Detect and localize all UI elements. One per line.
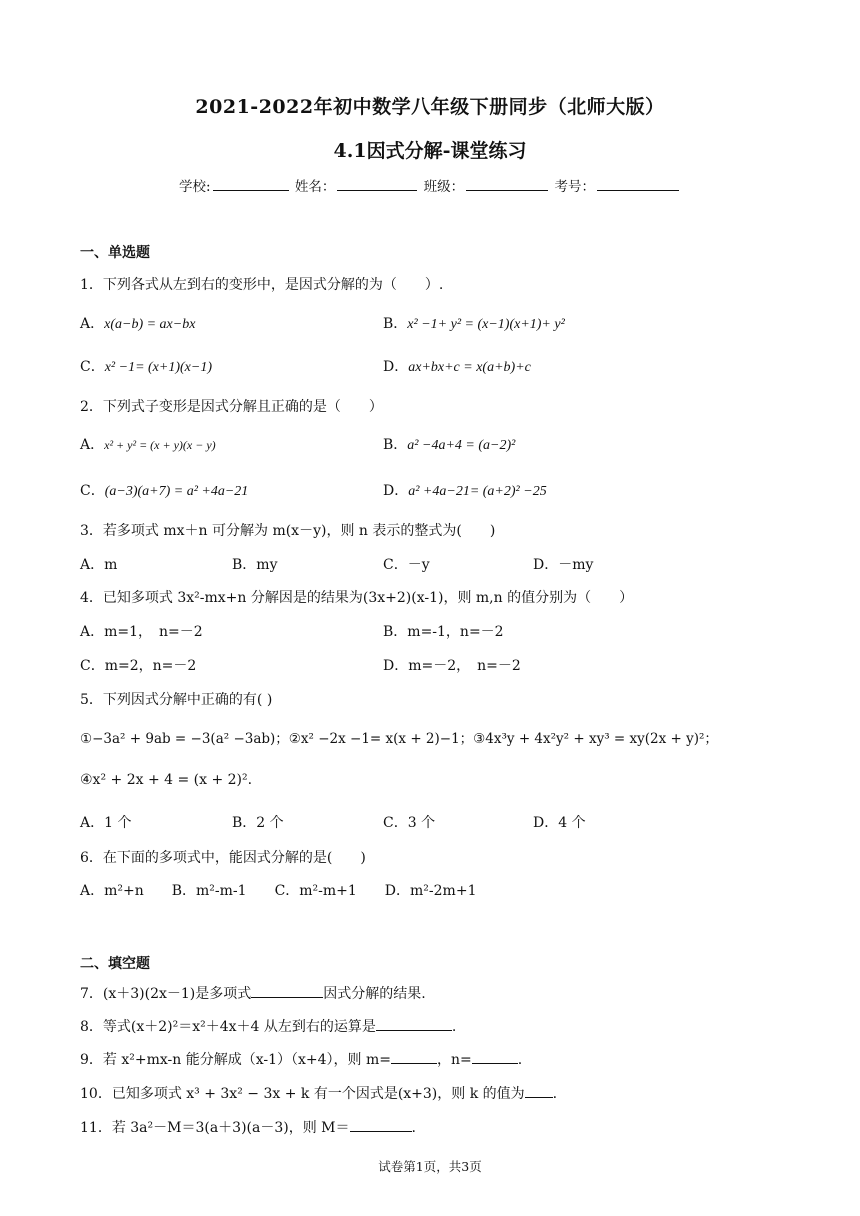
question-4-option-b[interactable]: B．m=-1，n=－2: [383, 624, 504, 640]
question-2-option-b[interactable]: B．a² −4a+4 = (a−2)²: [383, 437, 516, 453]
question-5-option-d[interactable]: D．4 个: [533, 815, 586, 831]
question-11: 11．若 3a²－M＝3(a＋3)(a－3)，则 M＝ .: [80, 1120, 416, 1136]
question-2-option-d[interactable]: D．a² +4a−21= (a+2)² −25: [383, 483, 547, 499]
question-5-option-c[interactable]: C．3 个: [383, 815, 436, 831]
section-heading-choice: 一、单选题: [80, 245, 150, 261]
question-9-m-blank[interactable]: [391, 1051, 437, 1064]
name-blank[interactable]: [337, 178, 417, 191]
question-3-option-c[interactable]: C．－y: [383, 557, 430, 573]
question-8-answer-blank[interactable]: [376, 1018, 452, 1031]
school-label: 学校:: [179, 179, 211, 195]
question-11-answer-blank[interactable]: [350, 1119, 412, 1132]
name-label: 姓名：: [294, 179, 336, 195]
question-3-option-a[interactable]: A．m: [80, 557, 118, 573]
class-blank[interactable]: [466, 178, 548, 191]
document-title: 2021-2022年初中数学八年级下册同步（北师大版）: [195, 96, 665, 118]
question-2-option-a[interactable]: A．x² + y² = (x + y)(x − y): [80, 437, 216, 453]
question-4-option-a[interactable]: A．m=1， n=－2: [80, 624, 203, 640]
question-8: 8．等式(x＋2)²＝x²＋4x＋4 从左到右的运算是 .: [80, 1019, 457, 1035]
question-1-stem: 1．下列各式从左到右的变形中，是因式分解的为（ ）.: [80, 277, 444, 293]
document-subtitle: 4.1因式分解-课堂练习: [333, 140, 527, 162]
question-10-answer-blank[interactable]: [525, 1085, 553, 1098]
question-1-option-c[interactable]: C．x² −1= (x+1)(x−1): [80, 359, 212, 375]
question-9-n-blank[interactable]: [472, 1051, 518, 1064]
question-3-option-b[interactable]: B．my: [232, 557, 278, 573]
question-4-option-c[interactable]: C．m=2，n=－2: [80, 658, 197, 674]
question-1-option-a[interactable]: A．x(a−b) = ax−bx: [80, 316, 196, 332]
question-9: 9．若 x²+mx-n 能分解成（x-1）（x+4），则 m= ，n= .: [80, 1052, 523, 1068]
question-4-stem: 4．已知多项式 3x²-mx+n 分解因是的结果为(3x+2)(x-1)，则 m,n 的值分别为（ ）: [80, 590, 634, 606]
question-6-options[interactable]: A．m²+n B．m²-m-1 C．m²-m+1 D．m²-2m+1: [80, 883, 477, 899]
question-3-option-d[interactable]: D．－my: [533, 557, 594, 573]
page-footer: 试卷第1页，共3页: [378, 1159, 482, 1174]
question-5-stem: 5．下列因式分解中正确的有( ): [80, 692, 273, 708]
question-6-stem: 6．在下面的多项式中，能因式分解的是( ): [80, 850, 366, 866]
question-1-option-b[interactable]: B．x² −1+ y² = (x−1)(x+1)+ y²: [383, 316, 565, 332]
question-7: 7．(x＋3)(2x－1)是多项式 因式分解的结果.: [80, 986, 426, 1002]
question-10: 10．已知多项式 x³ + 3x² − 3x + k 有一个因式是(x+3)，则 k 的值为 .: [80, 1086, 558, 1102]
question-1-option-d[interactable]: D．ax+bx+c = x(a+b)+c: [383, 359, 531, 375]
question-5-statements-line-2: ④x² + 2x + 4 = (x + 2)².: [80, 772, 253, 788]
student-info-line: [0, 175, 860, 195]
class-label: 班级：: [423, 179, 465, 195]
question-4-option-d[interactable]: D．m=－2， n=－2: [383, 658, 521, 674]
exam-no-blank[interactable]: [597, 178, 679, 191]
section-heading-fill: 二、填空题: [80, 956, 150, 972]
question-7-answer-blank[interactable]: [251, 985, 323, 998]
question-2-option-c[interactable]: C．(a−3)(a+7) = a² +4a−21: [80, 483, 249, 499]
question-5-option-b[interactable]: B．2 个: [232, 815, 284, 831]
question-5-statements-line-1: ①−3a² + 9ab = −3(a² −3ab)；②x² −2x −1= x(x + 2)−1；③4x³y + 4x²y² + xy³ = xy(2x + y)²；: [80, 731, 718, 747]
school-blank[interactable]: [213, 178, 289, 191]
question-5-option-a[interactable]: A．1 个: [80, 815, 132, 831]
question-3-stem: 3．若多项式 mx＋n 可分解为 m(x－y)，则 n 表示的整式为( ): [80, 523, 496, 539]
question-2-stem: 2．下列式子变形是因式分解且正确的是（ ）: [80, 399, 383, 415]
exam-no-label: 考号：: [554, 179, 595, 195]
